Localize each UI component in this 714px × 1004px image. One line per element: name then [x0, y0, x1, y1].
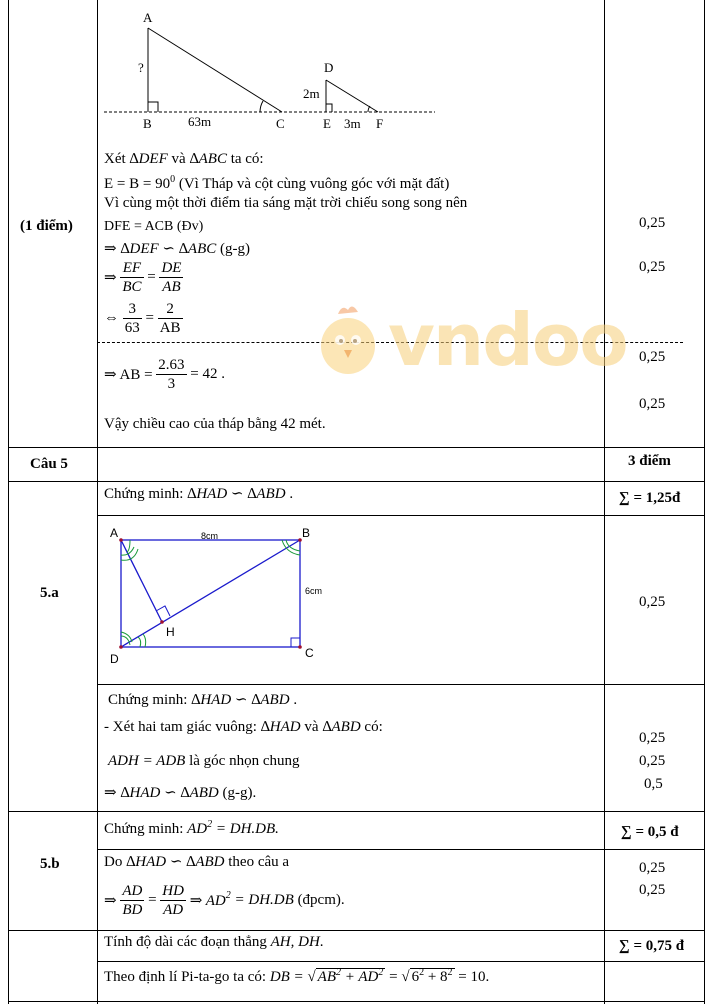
part-5a-proof-2: - Xét hai tam giác vuông: ∆HAD và ∆ABD có:: [104, 719, 383, 735]
score-1-diem: (1 điểm): [20, 218, 73, 234]
question-5-label: Câu 5: [30, 456, 68, 472]
part-5a-header: Chứng minh: ∆HAD ∽ ∆ABD .: [104, 486, 294, 502]
fig1-label-2m: 2m: [303, 86, 320, 101]
fig1-label-3m: 3m: [344, 116, 361, 131]
rectangle-abcd-figure: [110, 522, 330, 664]
proof-line-6: ⇒ $\frac{EF}{BC}$ = $\frac{DE}{AB}$: [104, 260, 182, 295]
fig2-label-H: H: [166, 625, 175, 639]
proof-line-5: ⇒ ∆DEF ∽ ∆ABC (g-g): [104, 241, 251, 257]
fig1-label-F: F: [376, 116, 384, 131]
fig1-label-C: C: [276, 116, 285, 131]
score-cell: 0,25: [639, 349, 666, 365]
part-5b-label: 5.b: [40, 856, 60, 872]
part-5c-proof-1: Theo định lí Pi-ta-go ta có: DB = √ $AB^2 + AD^2$ = √ $6^2 + 8^2 = 10$.: [104, 967, 490, 985]
proof-conclusion: Vậy chiều cao của tháp bằng 42 mét.: [104, 416, 326, 432]
part-5b-total: ∑ = 0,5 đ: [621, 824, 679, 840]
score-cell: 0,25: [639, 259, 666, 275]
fig1-label-D: D: [324, 60, 334, 75]
score-cell: 0,25: [639, 753, 666, 769]
fig2-label-A: A: [110, 526, 119, 540]
fig2-label-C: C: [305, 646, 314, 660]
table-border-right: [704, 0, 705, 1004]
row-line: [97, 961, 705, 962]
part-5a-label: 5.a: [40, 585, 59, 601]
score-cell: 0,25: [639, 215, 666, 231]
proof-line-4: DFE = ACB (Đv): [104, 219, 204, 234]
table-divider-2: [604, 0, 605, 1004]
table-divider-1: [97, 0, 98, 1004]
row-line: [8, 811, 705, 812]
fig1-label-B: B: [143, 116, 152, 131]
score-cell: 0,25: [639, 594, 666, 610]
part-5b-proof-2: ⇒ $\frac{AD}{BD}$ = $\frac{HD}{AD}$ ⇒ $AD^2 = DH.DB$ (đpcm).: [104, 883, 345, 918]
proof-line-7: ⇔ $\frac{3}{63}$ = $\frac{2}{AB}$: [104, 301, 181, 336]
fig2-label-6cm: 6cm: [305, 586, 323, 596]
part-5a-total: ∑ = 1,25đ: [619, 490, 681, 506]
fig1-label-E: E: [323, 116, 331, 131]
score-cell: 0,25: [639, 396, 666, 412]
part-5b-header: Chứng minh: $AD^2 = DH.DB$.: [104, 819, 279, 837]
fig2-label-B: B: [302, 526, 311, 540]
score-cell: 0,25: [639, 730, 666, 746]
part-5c-total: ∑ = 0,75 đ: [619, 938, 685, 954]
proof-line-2: $E = B = 90^0$ (Vì Tháp và cột cùng vuông góc với mặt đất): [104, 174, 450, 192]
fig2-label-8cm: 8cm: [201, 531, 219, 541]
part-5a-proof-4: ⇒ ∆HAD ∽ ∆ABD (g-g).: [104, 785, 257, 801]
part-5b-proof-1: Do ∆HAD ∽ ∆ABD theo câu a: [104, 854, 290, 870]
row-line: [97, 684, 705, 685]
question-5-score: 3 điểm: [628, 453, 671, 469]
score-cell: 0,25: [639, 860, 666, 876]
fig1-label-question: ?: [138, 60, 144, 75]
fig1-label-63m: 63m: [188, 114, 212, 129]
row-line: [8, 481, 705, 482]
row-line: [97, 515, 705, 516]
vndoo-logo-icon: [318, 300, 380, 378]
score-cell: 0,25: [639, 882, 666, 898]
row-line: [8, 1001, 705, 1002]
part-5a-proof-3: ADH = ADB là góc nhọn chung: [108, 753, 300, 769]
row-line: [97, 849, 705, 850]
score-cell: 0,5: [644, 776, 663, 792]
proof-line-8: ⇒ AB = $\frac{2.63}{3}$ = 42 .: [104, 357, 226, 392]
row-line: [8, 447, 705, 448]
part-5a-proof-1: Chứng minh: ∆HAD ∽ ∆ABD .: [108, 692, 298, 708]
fig2-label-D: D: [110, 652, 119, 666]
table-border-left: [8, 0, 9, 1004]
fig1-label-A: A: [143, 10, 153, 25]
row-line: [8, 930, 705, 931]
proof-line-3: Vì cùng một thời điểm tia sáng mặt trời chiếu song song nên: [104, 195, 468, 211]
vndoo-watermark-text: vndoo: [388, 298, 627, 382]
part-5c-header: Tính độ dài các đoạn thẳng AH, DH.: [104, 934, 324, 950]
proof-line-1: Xét ∆DEF và ∆ABC ta có:: [104, 151, 264, 167]
